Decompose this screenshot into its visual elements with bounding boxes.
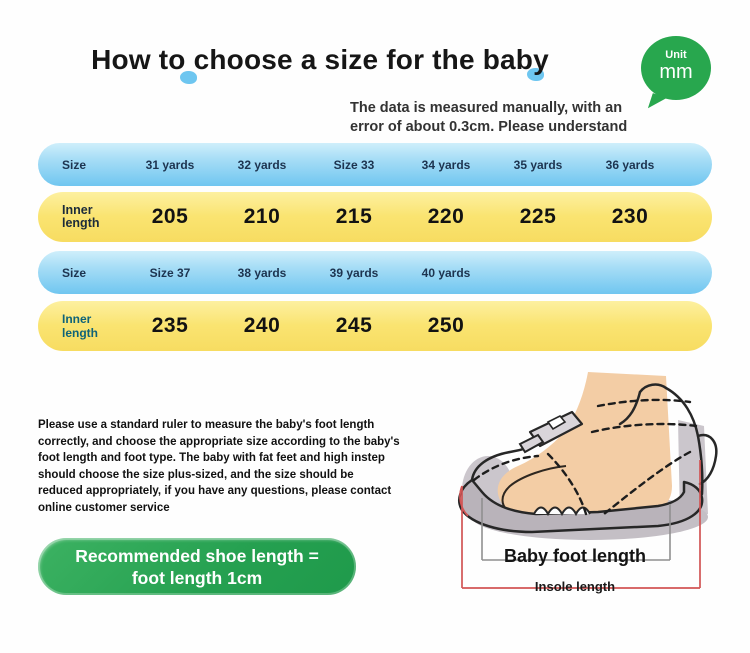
size-header-row-2	[38, 251, 712, 294]
baby-foot-length-label: Baby foot length	[504, 546, 646, 566]
measuring-instructions: Please use a standard ruler to measure the baby's foot length correctly, and choose the appropriate size according to the baby's foot length and foot type. The baby with fat feet and high instep should choose the size plus-sized, and the size should be reduced appropriately, if you have any questions, please contact online customer service	[38, 419, 400, 514]
inner-length-row-1	[38, 192, 712, 242]
size-cell: Size 37	[149, 265, 191, 280]
inner-length-label: Inner length	[62, 203, 100, 230]
size-cell: 31 yards	[145, 157, 195, 172]
size-row-label: Size	[62, 265, 87, 280]
size-cell: Size 33	[333, 157, 375, 172]
size-row-label: Size	[62, 157, 87, 172]
unit-bubble	[641, 36, 711, 100]
insole-length-label: Insole length	[534, 579, 616, 594]
inner-length-row-2	[38, 301, 712, 351]
size-cell: 40 yards	[421, 265, 471, 280]
length-cell: 210	[243, 205, 281, 228]
size-header-row-1	[38, 143, 712, 186]
shoe-measurement-diagram	[448, 368, 740, 612]
unit-value: mm	[659, 61, 693, 83]
disclaimer-line-1: The data is measured manually, with an	[350, 100, 623, 116]
length-cell: 205	[151, 205, 189, 228]
size-cell: 35 yards	[513, 157, 563, 172]
unit-label: Unit	[665, 49, 687, 61]
disclaimer-line-2: error of about 0.3cm. Please understand	[350, 118, 628, 135]
length-cell: 240	[243, 314, 281, 337]
length-cell: 215	[335, 205, 373, 228]
page-title: How to choose a size for the baby	[91, 44, 549, 75]
size-cell: 34 yards	[421, 157, 471, 172]
measurement-disclaimer	[350, 99, 680, 136]
recommendation-badge	[38, 538, 356, 595]
length-cell: 250	[427, 314, 465, 337]
size-cell: 32 yards	[237, 157, 287, 172]
recommendation-line-2: foot length 1cm	[131, 567, 263, 588]
shoe-illustration	[448, 368, 740, 612]
length-cell: 225	[519, 205, 557, 228]
length-cell: 230	[611, 205, 649, 228]
length-cell: 245	[335, 314, 373, 337]
recommendation-line-1: Recommended shoe length =	[75, 545, 319, 566]
size-cell: 39 yards	[329, 265, 379, 280]
length-cell: 220	[427, 205, 465, 228]
size-cell: 36 yards	[605, 157, 655, 172]
length-cell: 235	[151, 314, 189, 337]
size-cell: 38 yards	[237, 265, 287, 280]
inner-length-label: Inner length	[62, 312, 98, 340]
